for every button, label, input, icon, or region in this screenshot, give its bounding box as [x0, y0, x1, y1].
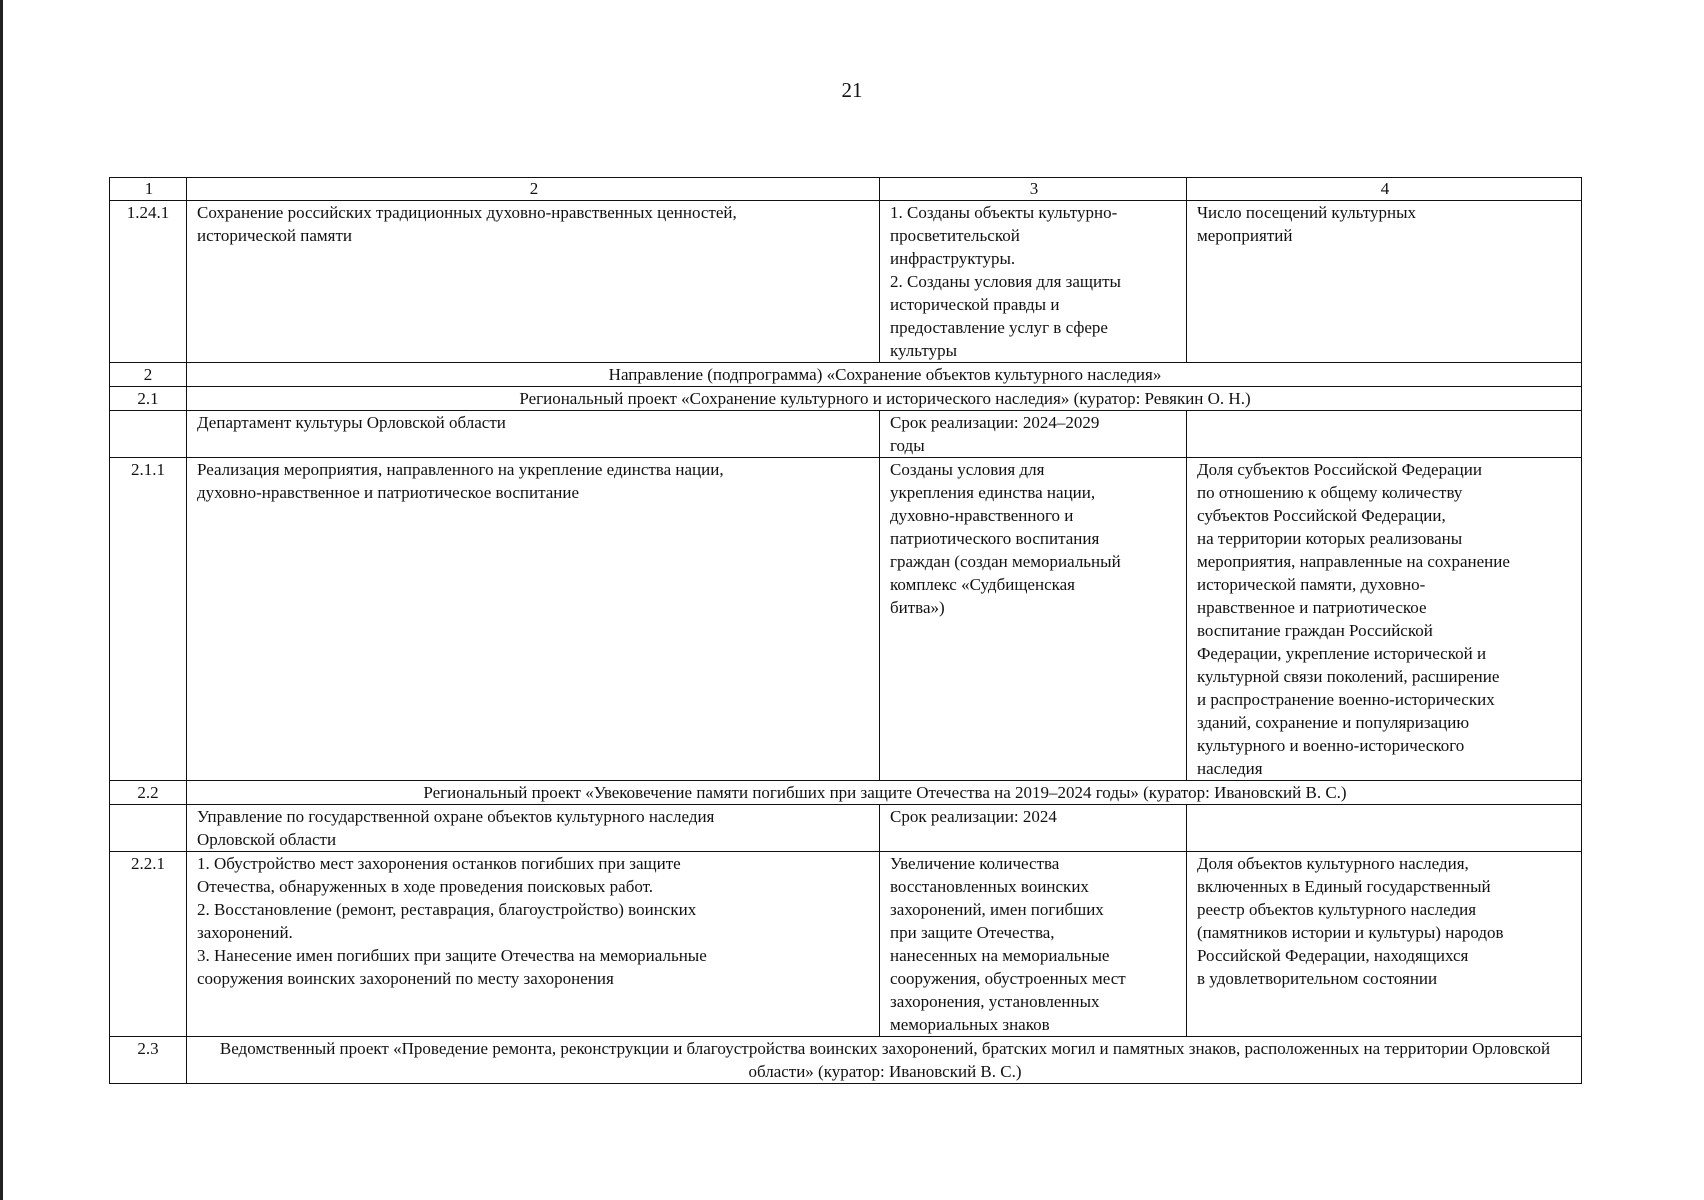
- text-line: захоронения, установленных: [890, 992, 1100, 1011]
- text-line: культурного и военно-исторического: [1197, 736, 1465, 755]
- text-line: Увеличение количества: [890, 854, 1060, 873]
- header-cell-3: 3: [880, 178, 1187, 201]
- document-table: [109, 177, 1582, 1084]
- text-line: исторической правды и: [890, 295, 1060, 314]
- text-line: мероприятий: [1197, 226, 1293, 245]
- text-line: мероприятия, направленные на сохранение: [1197, 552, 1510, 571]
- text-line: исторической памяти: [197, 226, 353, 245]
- table-row: [110, 201, 1582, 363]
- page-number: 21: [841, 78, 863, 102]
- text-line: нравственное и патриотическое: [1197, 598, 1427, 617]
- text-line: при защите Отечества,: [890, 923, 1055, 942]
- text-line: Число посещений культурных: [1197, 203, 1417, 222]
- text-line: предоставление услуг в сфере: [890, 318, 1108, 337]
- text-line: Реализация мероприятия, направленного на укрепление единства нации,: [197, 460, 724, 479]
- text-line: Департамент культуры Орловской области: [197, 413, 506, 432]
- table-row: [110, 781, 1582, 805]
- table-row: [110, 1037, 1582, 1084]
- text-line: в удовлетворительном состоянии: [1197, 969, 1438, 988]
- text-line: битва»): [890, 598, 945, 617]
- text-line: сооружения воинских захоронений по месту захоронения: [197, 969, 614, 988]
- header-cell-2: 2: [187, 178, 880, 201]
- text-line: наследия: [1197, 759, 1263, 778]
- row-number-cell: 2: [110, 363, 187, 387]
- text-line: 1. Созданы объекты культурно-: [890, 203, 1118, 222]
- section-title-cell: Направление (подпрограмма) «Сохранение объектов культурного наследия»: [187, 363, 1582, 387]
- text-line: духовно-нравственного и: [890, 506, 1074, 525]
- text-line: нанесенных на мемориальные: [890, 946, 1110, 965]
- column-4-cell: [1187, 852, 1582, 1037]
- text-line: реестр объектов культурного наследия: [1197, 900, 1477, 919]
- header-row: [110, 178, 1582, 201]
- column-4-cell: [1187, 458, 1582, 781]
- table-row: [110, 363, 1582, 387]
- text-line: воспитание граждан Российской: [1197, 621, 1433, 640]
- section-title-cell: Региональный проект «Сохранение культурного и исторического наследия» (куратор: Ревякин О. Н.): [187, 387, 1582, 411]
- row-number-cell: 2.1.1: [110, 458, 187, 781]
- text-line: захоронений.: [197, 923, 293, 942]
- text-line: 2. Созданы условия для защиты: [890, 272, 1121, 291]
- column-4-cell: [1187, 411, 1582, 458]
- row-number-cell: 2.2.1: [110, 852, 187, 1037]
- text-line: и распространение военно-исторических: [1197, 690, 1495, 709]
- text-line: Орловской области: [197, 830, 337, 849]
- section-title-cell: Региональный проект «Увековечение памяти погибших при защите Отечества на 2019–2024 годы» (куратор: Ивановский В. С.): [187, 781, 1582, 805]
- text-line: годы: [890, 436, 925, 455]
- text-line: на территории которых реализованы: [1197, 529, 1463, 548]
- text-line: укрепления единства нации,: [890, 483, 1096, 502]
- table-body: [110, 178, 1582, 1084]
- column-3-cell: [880, 458, 1187, 781]
- text-line: Сохранение российских традиционных духовно-нравственных ценностей,: [197, 203, 737, 222]
- text-line: Срок реализации: 2024–2029: [890, 413, 1100, 432]
- column-4-cell: [1187, 805, 1582, 852]
- text-line: Доля субъектов Российской Федерации: [1197, 460, 1482, 479]
- table-row: [110, 805, 1582, 852]
- text-line: сооружения, обустроенных мест: [890, 969, 1126, 988]
- row-number-cell: [110, 411, 187, 458]
- text-line: Срок реализации: 2024: [890, 807, 1057, 826]
- text-line: духовно-нравственное и патриотическое воспитание: [197, 483, 580, 502]
- column-3-cell: [880, 852, 1187, 1037]
- text-line: восстановленных воинских: [890, 877, 1089, 896]
- text-line: мемориальных знаков: [890, 1015, 1050, 1034]
- column-2-cell: [187, 458, 880, 781]
- text-line: патриотического воспитания: [890, 529, 1100, 548]
- column-3-cell: [880, 805, 1187, 852]
- text-line: Управление по государственной охране объектов культурного наследия: [197, 807, 715, 826]
- column-3-cell: [880, 201, 1187, 363]
- table-row: [110, 411, 1582, 458]
- text-line: захоронений, имен погибших: [890, 900, 1104, 919]
- table-row: [110, 387, 1582, 411]
- row-number-cell: 1.24.1: [110, 201, 187, 363]
- text-line: комплекс «Судбищенская: [890, 575, 1075, 594]
- text-line: включенных в Единый государственный: [1197, 877, 1491, 896]
- section-title-cell: Ведомственный проект «Проведение ремонта, реконструкции и благоустройства воинских захоронений, братских могил и памятных знаков, расположенных на территории Орловской области» (куратор: Ивановский В. С.): [187, 1037, 1582, 1084]
- text-line: (памятников истории и культуры) народов: [1197, 923, 1504, 942]
- text-line: исторической памяти, духовно-: [1197, 575, 1426, 594]
- header-cell-1: 1: [110, 178, 187, 201]
- text-line: Доля объектов культурного наследия,: [1197, 854, 1469, 873]
- text-line: культуры: [890, 341, 957, 360]
- column-2-cell: [187, 852, 880, 1037]
- header-cell-4: 4: [1187, 178, 1582, 201]
- table-row: [110, 458, 1582, 781]
- text-line: просветительской: [890, 226, 1020, 245]
- text-line: 2. Восстановление (ремонт, реставрация, благоустройство) воинских: [197, 900, 697, 919]
- column-3-cell: [880, 411, 1187, 458]
- text-line: по отношению к общему количеству: [1197, 483, 1463, 502]
- row-number-cell: 2.3: [110, 1037, 187, 1084]
- text-line: культурной связи поколений, расширение: [1197, 667, 1500, 686]
- text-line: Федерации, укрепление исторической и: [1197, 644, 1487, 663]
- text-line: зданий, сохранение и популяризацию: [1197, 713, 1470, 732]
- text-line: субъектов Российской Федерации,: [1197, 506, 1446, 525]
- row-number-cell: 2.1: [110, 387, 187, 411]
- column-2-cell: [187, 411, 880, 458]
- text-line: Созданы условия для: [890, 460, 1045, 479]
- row-number-cell: 2.2: [110, 781, 187, 805]
- column-2-cell: [187, 805, 880, 852]
- text-line: Отечества, обнаруженных в ходе проведения поисковых работ.: [197, 877, 654, 896]
- table-row: [110, 852, 1582, 1037]
- text-line: 3. Нанесение имен погибших при защите Отечества на мемориальные: [197, 946, 707, 965]
- column-2-cell: [187, 201, 880, 363]
- column-4-cell: [1187, 201, 1582, 363]
- text-line: Российской Федерации, находящихся: [1197, 946, 1469, 965]
- row-number-cell: [110, 805, 187, 852]
- text-line: 1. Обустройство мест захоронения останков погибших при защите: [197, 854, 681, 873]
- text-line: граждан (создан мемориальный: [890, 552, 1121, 571]
- text-line: инфраструктуры.: [890, 249, 1016, 268]
- page-edge: [0, 0, 3, 1200]
